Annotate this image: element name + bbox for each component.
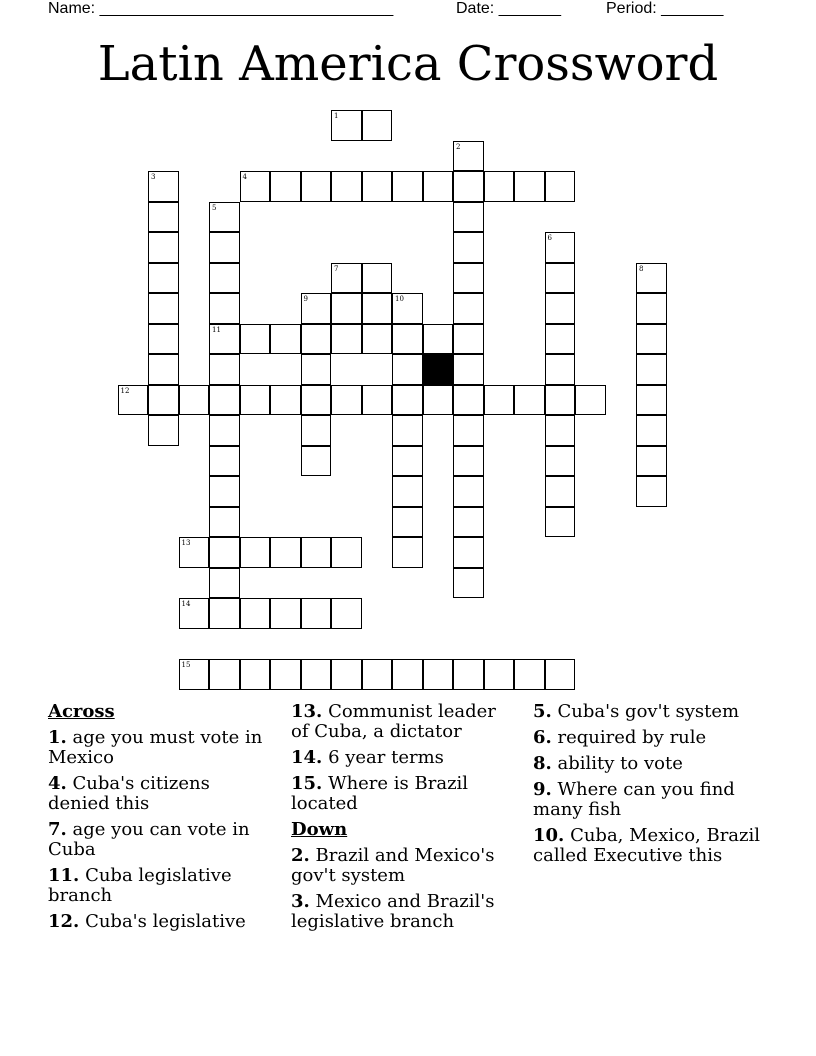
grid-cell[interactable] (545, 659, 576, 690)
grid-cell[interactable] (392, 476, 423, 507)
clue-down-9: 9. Where can you find many fish (533, 779, 735, 820)
clue-number: 1 (334, 112, 339, 120)
grid-cell[interactable] (636, 385, 667, 416)
grid-cell[interactable] (545, 324, 576, 355)
grid-cell[interactable] (636, 324, 667, 355)
clue-number: 8 (639, 264, 644, 273)
grid-cell[interactable] (301, 598, 332, 629)
grid-cell[interactable] (301, 659, 332, 690)
grid-cell[interactable] (362, 293, 393, 324)
grid-cell[interactable] (240, 171, 271, 202)
clue-number: 9 (303, 295, 308, 303)
grid-cell[interactable] (392, 537, 423, 568)
grid-cell[interactable] (148, 415, 179, 446)
grid-cell[interactable] (453, 324, 484, 355)
grid-cell[interactable] (453, 141, 484, 172)
grid-cell[interactable] (392, 171, 423, 202)
name-field[interactable]: Name: _________________________________ (48, 0, 394, 17)
clue-number: 2 (456, 142, 461, 151)
grid-cell[interactable] (453, 568, 484, 599)
clue-across-15: 15. Where is Brazil located (291, 773, 469, 814)
grid-cell[interactable] (331, 110, 362, 141)
period-field[interactable]: Period: _______ (606, 0, 724, 17)
blocked-cell (423, 354, 454, 385)
grid-cell[interactable] (362, 263, 393, 294)
grid-cell[interactable] (209, 385, 240, 416)
grid-cell[interactable] (270, 171, 301, 202)
grid-cell[interactable] (392, 293, 423, 324)
grid-cell[interactable] (484, 659, 515, 690)
grid-cell[interactable] (209, 476, 240, 507)
grid-cell[interactable] (453, 293, 484, 324)
grid-cell[interactable] (179, 598, 210, 629)
clues-column-1 (48, 702, 268, 938)
grid-cell[interactable] (453, 507, 484, 538)
grid-cell[interactable] (148, 293, 179, 324)
clue-number: 15 (181, 661, 191, 669)
grid-cell[interactable] (240, 324, 271, 355)
grid-cell[interactable] (331, 324, 362, 355)
grid-cell[interactable] (331, 263, 362, 294)
grid-cell[interactable] (209, 415, 240, 446)
grid-cell[interactable] (301, 354, 332, 385)
clue-number: 6 (547, 234, 552, 242)
grid-cell[interactable] (484, 385, 515, 416)
grid-cell[interactable] (453, 232, 484, 263)
grid-cell[interactable] (148, 202, 179, 233)
grid-cell[interactable] (331, 598, 362, 629)
clue-down-2: 2. Brazil and Mexico's gov't system (291, 845, 495, 886)
clue-down-8: 8. ability to vote (533, 753, 683, 774)
grid-cell[interactable] (453, 202, 484, 233)
clue-across-14: 14. 6 year terms (291, 747, 444, 768)
grid-cell[interactable] (270, 598, 301, 629)
grid-cell[interactable] (148, 232, 179, 263)
clue-number: 5 (212, 203, 217, 212)
grid-cell[interactable] (301, 293, 332, 324)
grid-cell[interactable] (148, 324, 179, 355)
grid-cell[interactable] (209, 263, 240, 294)
grid-cell[interactable] (148, 263, 179, 294)
grid-cell[interactable] (453, 446, 484, 477)
grid-cell[interactable] (301, 324, 332, 355)
grid-cell[interactable] (545, 476, 576, 507)
grid-cell[interactable] (148, 171, 179, 202)
grid-cell[interactable] (392, 354, 423, 385)
grid-cell[interactable] (209, 354, 240, 385)
grid-cell[interactable] (514, 171, 545, 202)
grid-cell[interactable] (240, 659, 271, 690)
down-heading: Down (291, 819, 348, 840)
clue-number: 4 (242, 173, 247, 181)
grid-cell[interactable] (179, 537, 210, 568)
clue-across-13: 13. Communist leader of Cuba, a dictator (291, 701, 496, 742)
grid-cell[interactable] (636, 476, 667, 507)
grid-cell[interactable] (636, 446, 667, 477)
clue-across-11: 11. Cuba legislative branch (48, 865, 232, 906)
across-heading: Across (48, 701, 115, 722)
date-field[interactable]: Date: _______ (456, 0, 561, 17)
clues-column-2 (291, 702, 513, 938)
clue-across-12: 12. Cuba's legislative (48, 911, 246, 932)
grid-cell[interactable] (514, 385, 545, 416)
grid-cell[interactable] (423, 324, 454, 355)
grid-cell[interactable] (423, 171, 454, 202)
clue-number: 10 (395, 295, 404, 303)
grid-cell[interactable] (301, 446, 332, 477)
grid-cell[interactable] (545, 507, 576, 538)
grid-cell[interactable] (392, 507, 423, 538)
grid-cell[interactable] (209, 324, 240, 355)
grid-cell[interactable] (453, 537, 484, 568)
grid-cell[interactable] (209, 568, 240, 599)
grid-cell[interactable] (453, 385, 484, 416)
grid-cell[interactable] (301, 537, 332, 568)
grid-cell[interactable] (392, 446, 423, 477)
grid-cell[interactable] (209, 537, 240, 568)
grid-cell[interactable] (453, 171, 484, 202)
grid-cell[interactable] (209, 232, 240, 263)
grid-cell[interactable] (270, 385, 301, 416)
grid-cell[interactable] (423, 385, 454, 416)
grid-cell[interactable] (240, 537, 271, 568)
clue-across-7: 7. age you can vote in Cuba (48, 819, 250, 860)
clue-number: 3 (151, 173, 156, 181)
grid-cell[interactable] (392, 415, 423, 446)
grid-cell[interactable] (209, 293, 240, 324)
clues-column-3 (533, 702, 763, 872)
grid-cell[interactable] (392, 659, 423, 690)
grid-cell[interactable] (453, 476, 484, 507)
grid-cell[interactable] (118, 385, 149, 416)
grid-cell[interactable] (575, 385, 606, 416)
grid-cell[interactable] (240, 385, 271, 416)
grid-cell[interactable] (362, 659, 393, 690)
clue-across-1: 1. age you must vote in Mexico (48, 727, 263, 768)
grid-cell[interactable] (301, 385, 332, 416)
clue-down-5: 5. Cuba's gov't system (533, 701, 740, 722)
grid-cell[interactable] (545, 385, 576, 416)
grid-cell[interactable] (545, 263, 576, 294)
grid-cell[interactable] (209, 598, 240, 629)
grid-cell[interactable] (362, 385, 393, 416)
grid-cell[interactable] (301, 415, 332, 446)
clue-number: 12 (120, 386, 130, 395)
clue-number: 7 (334, 264, 339, 273)
grid-cell[interactable] (331, 537, 362, 568)
grid-cell[interactable] (636, 415, 667, 446)
grid-cell[interactable] (545, 171, 576, 202)
grid-cell[interactable] (545, 446, 576, 477)
grid-cell[interactable] (301, 171, 332, 202)
grid-cell[interactable] (545, 354, 576, 385)
grid-cell[interactable] (362, 110, 393, 141)
grid-cell[interactable] (270, 537, 301, 568)
grid-cell[interactable] (331, 293, 362, 324)
grid-cell[interactable] (331, 659, 362, 690)
grid-cell[interactable] (148, 354, 179, 385)
grid-cell[interactable] (331, 385, 362, 416)
grid-cell[interactable] (453, 659, 484, 690)
grid-cell[interactable] (545, 293, 576, 324)
grid-cell[interactable] (636, 293, 667, 324)
grid-cell[interactable] (270, 324, 301, 355)
grid-cell[interactable] (636, 263, 667, 294)
grid-cell[interactable] (179, 659, 210, 690)
grid-cell[interactable] (636, 354, 667, 385)
grid-cell[interactable] (331, 171, 362, 202)
grid-cell[interactable] (423, 659, 454, 690)
clue-across-4: 4. Cuba's citizens denied this (48, 773, 210, 814)
grid-cell[interactable] (148, 385, 179, 416)
grid-cell[interactable] (209, 202, 240, 233)
grid-cell[interactable] (209, 507, 240, 538)
grid-cell[interactable] (484, 171, 515, 202)
grid-cell[interactable] (392, 324, 423, 355)
grid-cell[interactable] (362, 324, 393, 355)
grid-cell[interactable] (545, 232, 576, 263)
grid-cell[interactable] (179, 385, 210, 416)
clue-number: 13 (181, 539, 191, 547)
grid-cell[interactable] (453, 263, 484, 294)
grid-cell[interactable] (392, 385, 423, 416)
page-title: Latin America Crossword (97, 36, 719, 92)
clue-down-6: 6. required by rule (533, 727, 707, 748)
clue-down-10: 10. Cuba, Mexico, Brazil called Executive this (533, 825, 761, 866)
clue-number: 14 (181, 600, 191, 608)
grid-cell[interactable] (453, 415, 484, 446)
grid-cell[interactable] (362, 171, 393, 202)
grid-cell[interactable] (270, 659, 301, 690)
grid-cell[interactable] (453, 354, 484, 385)
grid-cell[interactable] (209, 446, 240, 477)
grid-cell[interactable] (545, 415, 576, 446)
grid-cell[interactable] (514, 659, 545, 690)
grid-cell[interactable] (209, 659, 240, 690)
grid-cell[interactable] (240, 598, 271, 629)
clue-number: 11 (212, 325, 221, 334)
clue-down-3: 3. Mexico and Brazil's legislative branch (291, 891, 495, 932)
